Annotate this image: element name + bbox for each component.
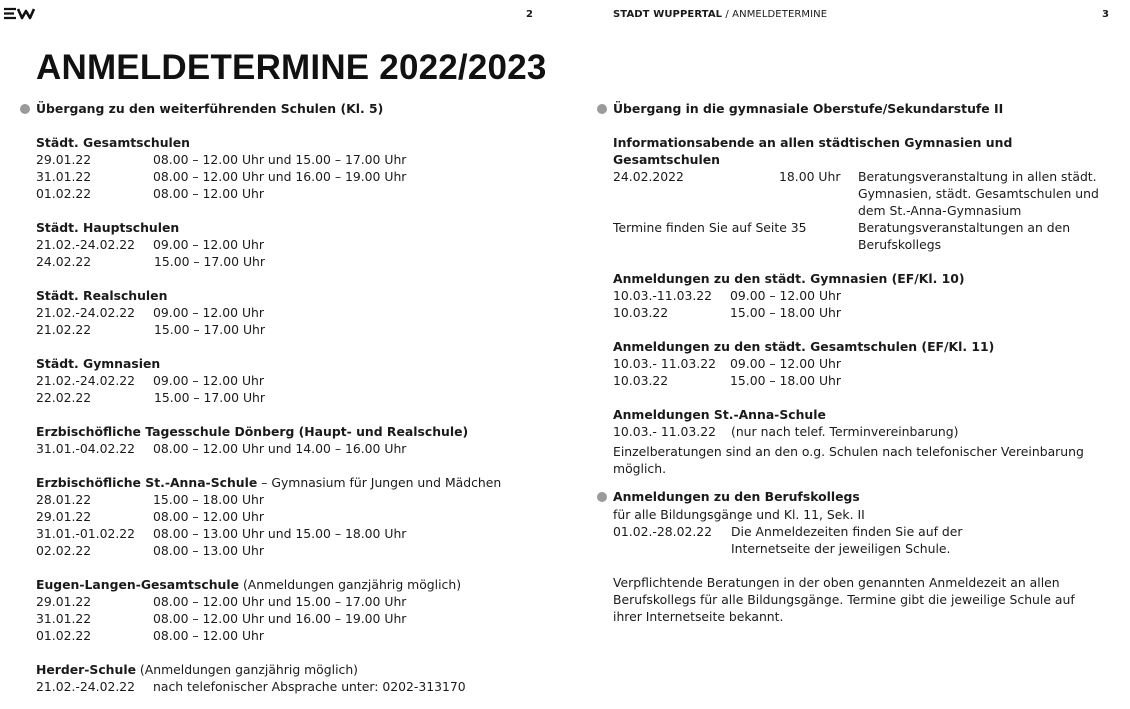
row-note: Die Anmeldezeiten finden Sie auf der Internetseite der jeweiligen Schule. (731, 524, 963, 556)
bullet-icon (597, 492, 607, 502)
schedule-row (613, 523, 1112, 557)
row-time: 09.00 – 12.00 Uhr (153, 305, 264, 320)
schedule-row (613, 423, 1112, 440)
row-date: 22.02.22 (36, 390, 92, 405)
group-heading: Städt. Realschulen (36, 288, 168, 303)
row-time: 08.00 – 13.00 Uhr (153, 543, 264, 558)
group-berufskollegs (597, 506, 1112, 625)
group-st-anna (20, 474, 560, 559)
wuppertal-logo (3, 7, 37, 20)
schedule-row (36, 525, 560, 542)
group-anmeldung-st-anna (597, 406, 1112, 477)
group-heading: Städt. Hauptschulen (36, 220, 180, 235)
row-date: 31.01.-01.02.22 (36, 526, 136, 541)
row-time: 08.00 – 13.00 Uhr und 15.00 – 18.00 Uhr (153, 526, 407, 541)
group-realschulen (20, 287, 560, 338)
row-date: 10.03.22 (613, 373, 669, 388)
row-date: 31.01.22 (36, 169, 92, 184)
schedule-row (36, 321, 560, 338)
page-number-right: 3 (1102, 9, 1109, 20)
schedule-row (36, 610, 560, 627)
row-time: 08.00 – 12.00 Uhr und 16.00 – 19.00 Uhr (153, 169, 407, 184)
row-time: 15.00 – 17.00 Uhr (154, 390, 265, 405)
schedule-row (36, 491, 560, 508)
info-row (613, 168, 1112, 219)
group-heading: Informationsabende an allen städtischen Gymnasien und Gesamtschulen (613, 135, 1013, 167)
row-time: 08.00 – 12.00 Uhr (153, 628, 264, 643)
row-date: 28.01.22 (36, 492, 92, 507)
row-time: 08.00 – 12.00 Uhr und 15.00 – 17.00 Uhr (153, 152, 407, 167)
group-doenberg (20, 423, 560, 457)
running-title: ANMELDETERMINE (732, 9, 828, 20)
row-time: 08.00 – 12.00 Uhr und 15.00 – 17.00 Uhr (153, 594, 407, 609)
row-date: 29.01.22 (36, 594, 92, 609)
row-time: nach telefonischer Absprache unter: 0202-313170 (153, 679, 466, 694)
row-time: 08.00 – 12.00 Uhr (153, 509, 264, 524)
berufskolleg-sub: für alle Bildungsgänge und Kl. 11, Sek. II (613, 507, 865, 522)
right-column (597, 100, 1112, 625)
schedule-row (36, 236, 560, 253)
row-time: 09.00 – 12.00 Uhr (153, 237, 264, 252)
schedule-row (36, 508, 560, 525)
row-time: 08.00 – 12.00 Uhr und 16.00 – 19.00 Uhr (153, 611, 407, 626)
berufskolleg-paragraph: Verpflichtende Beratungen in der oben genannten Anmeldezeit an allen Berufskollegs für alle Bildungsgänge. Termine gibt die jeweilige Schule auf ihrer Internetseite bekannt. (613, 575, 1075, 624)
row-date: 24.02.22 (36, 254, 92, 269)
row-time: 08.00 – 12.00 Uhr und 14.00 – 16.00 Uhr (153, 441, 407, 456)
row-time: 09.00 – 12.00 Uhr (153, 373, 264, 388)
schedule-row (36, 185, 560, 202)
group-eugen-langen (20, 576, 560, 644)
group-heading: Erzbischöfliche Tagesschule Dönberg (Haupt- und Realschule) (36, 424, 469, 439)
row-date: 31.01.22 (36, 611, 92, 626)
row-date: 01.02.22 (36, 186, 92, 201)
schedule-row (36, 253, 560, 270)
group-heading (36, 661, 560, 678)
schedule-row (36, 389, 560, 406)
group-heading: Anmeldungen zu den städt. Gesamtschulen (EF/Kl. 11) (613, 339, 995, 354)
schedule-row (613, 355, 1112, 372)
row-time: 09.00 – 12.00 Uhr (730, 288, 841, 303)
group-anmeldung-gesamtschulen (597, 338, 1112, 389)
row-time: 15.00 – 17.00 Uhr (154, 254, 265, 269)
row-date: 21.02.-24.02.22 (36, 305, 136, 320)
schedule-row (36, 372, 560, 389)
group-heading: Städt. Gymnasien (36, 356, 161, 371)
group-herder (20, 661, 560, 695)
row-date: 10.03.- 11.03.22 (613, 424, 716, 439)
row-date: 10.03.- 11.03.22 (613, 356, 716, 371)
info-text: Beratungsveranstaltungen an den Berufskollegs (858, 220, 1071, 252)
row-time: 15.00 – 18.00 Uhr (153, 492, 264, 507)
row-date: 21.02.-24.02.22 (36, 679, 136, 694)
schedule-row (613, 304, 1112, 321)
schedule-row (36, 151, 560, 168)
row-date: 21.02.22 (36, 322, 92, 337)
group-heading: Anmeldungen St.-Anna-Schule (613, 407, 826, 422)
section-heading-text: Übergang in die gymnasiale Oberstufe/Sekundarstufe II (613, 101, 1004, 116)
group-heading-bold: Erzbischöfliche St.-Anna-Schule (36, 475, 258, 490)
group-heading: Städt. Gesamtschulen (36, 135, 190, 150)
section-heading-berufskollegs (597, 488, 1112, 506)
info-time: 18.00 Uhr (779, 169, 841, 184)
row-date: 31.01.-04.02.22 (36, 441, 136, 456)
bullet-icon (20, 104, 30, 114)
running-city: STADT WUPPERTAL (613, 9, 723, 20)
row-date: 01.02.22 (36, 628, 92, 643)
schedule-row (613, 287, 1112, 304)
running-header (613, 9, 827, 20)
group-heading-note: (Anmeldungen ganzjährig möglich) (239, 577, 462, 592)
row-time: 15.00 – 18.00 Uhr (730, 305, 841, 320)
group-informationsabende (597, 134, 1112, 253)
schedule-row (36, 440, 560, 457)
row-date: 29.01.22 (36, 509, 92, 524)
row-date: 10.03.-11.03.22 (613, 288, 713, 303)
section-heading-kl5 (20, 100, 560, 118)
schedule-row (36, 627, 560, 644)
row-time: 15.00 – 18.00 Uhr (730, 373, 841, 388)
section-heading-text: Übergang zu den weiterführenden Schulen (Kl. 5) (36, 101, 384, 116)
page-number-left: 2 (526, 9, 533, 20)
row-date: 29.01.22 (36, 152, 92, 167)
schedule-row (36, 168, 560, 185)
schedule-row (36, 593, 560, 610)
info-date: 24.02.2022 (613, 169, 684, 184)
schedule-row (36, 304, 560, 321)
group-heading-bold: Eugen-Langen-Gesamtschule (36, 577, 239, 592)
section-heading-oberstufe (597, 100, 1112, 118)
info-row (613, 219, 1112, 253)
schedule-row (613, 372, 1112, 389)
group-heading: Anmeldungen zu den städt. Gymnasien (EF/Kl. 10) (613, 271, 965, 286)
schedule-row (36, 542, 560, 559)
group-heading (36, 576, 560, 593)
row-date: 10.03.22 (613, 305, 669, 320)
section-heading-text: Anmeldungen zu den Berufskollegs (613, 489, 860, 504)
info-termine: Termine finden Sie auf Seite 35 (613, 220, 807, 235)
row-time: 15.00 – 17.00 Uhr (154, 322, 265, 337)
row-time: 08.00 – 12.00 Uhr (153, 186, 264, 201)
group-gesamtschulen (20, 134, 560, 202)
row-date: 02.02.22 (36, 543, 92, 558)
left-column (20, 100, 560, 695)
group-hauptschulen (20, 219, 560, 270)
group-heading-note: – Gymnasium für Jungen und Mädchen (257, 475, 502, 490)
info-text: Beratungsveranstaltung in allen städt. Gymnasien, städt. Gesamtschulen und dem St.-Anna-Gymnasium (858, 169, 1099, 218)
row-date: 21.02.-24.02.22 (36, 373, 136, 388)
group-heading-note: (Anmeldungen ganzjährig möglich) (135, 662, 359, 677)
group-anmeldung-gymnasien (597, 270, 1112, 321)
row-note: (nur nach telef. Terminvereinbarung) (731, 424, 959, 439)
row-date: 21.02.-24.02.22 (36, 237, 136, 252)
page-title: ANMELDETERMINE 2022/2023 (36, 48, 547, 87)
group-heading-bold: Herder-Schule (36, 662, 136, 677)
bullet-icon (597, 104, 607, 114)
group-gymnasien (20, 355, 560, 406)
row-time: 09.00 – 12.00 Uhr (730, 356, 841, 371)
einzelberatung-note: Einzelberatungen sind an den o.g. Schulen nach telefonischer Vereinbarung möglich. (613, 444, 1084, 476)
schedule-row (36, 678, 560, 695)
group-heading (36, 474, 560, 491)
row-date: 01.02.-28.02.22 (613, 524, 713, 539)
running-sep: / (722, 9, 733, 20)
